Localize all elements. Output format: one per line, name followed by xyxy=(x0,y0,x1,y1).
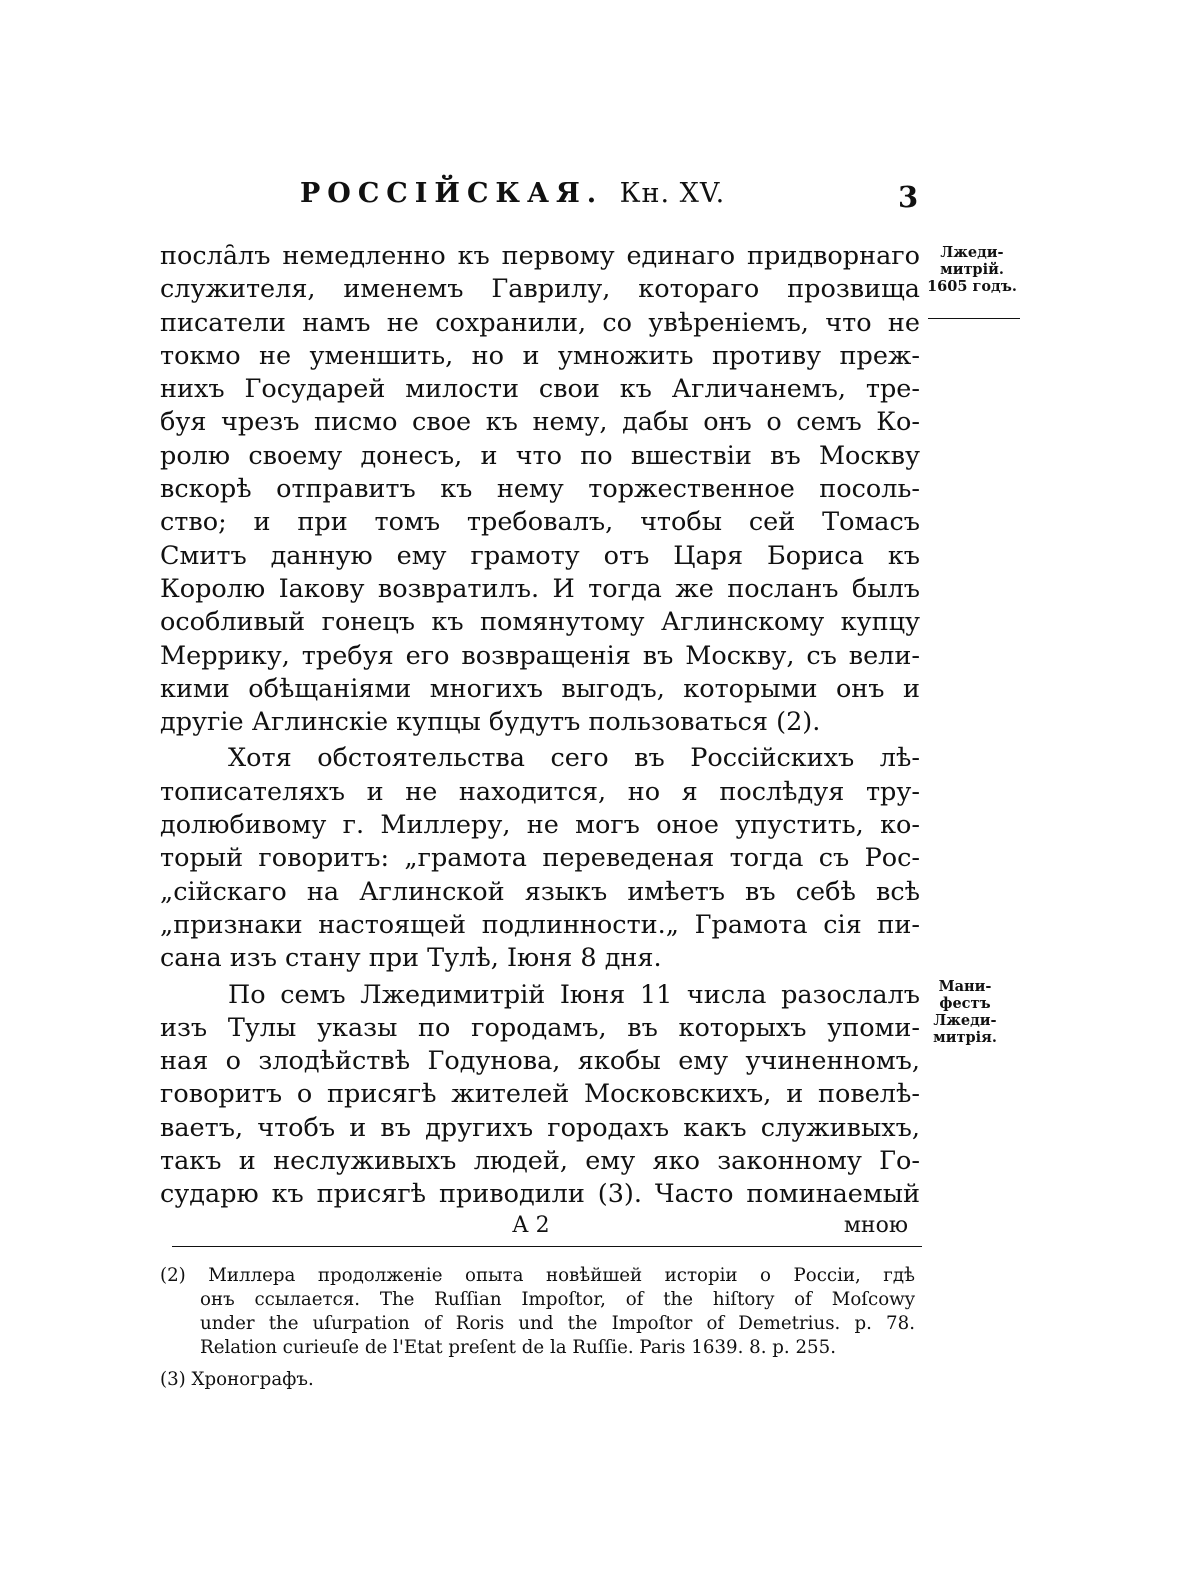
running-title xyxy=(300,178,780,209)
catchword: мною xyxy=(843,1213,908,1238)
footnote-gap xyxy=(160,1360,915,1368)
text-line: другіе Аглинскіе купцы будутъ пользоваться (2). xyxy=(160,707,821,738)
paragraph-2 xyxy=(160,742,920,975)
margin-note-line: 1605 годъ. xyxy=(927,278,1017,295)
footnote-line: under the uſurpation of Roris und the Impoſtor of Demetrius. p. 78. xyxy=(200,1313,915,1334)
footnotes xyxy=(160,1264,915,1392)
text-line: писатели намъ не сохранили, со увѣреніемъ, что не xyxy=(160,307,920,338)
text-line: ная о злодѣйствѣ Годунова, якобы ему учиненномъ, xyxy=(160,1046,920,1077)
volume-label: Кн. XV. xyxy=(619,178,726,209)
text-line: особливый гонецъ къ помянутому Аглинскому купцу xyxy=(160,607,920,638)
margin-note-line: митрій. xyxy=(940,261,1004,278)
paragraph-1 xyxy=(160,240,920,739)
text-line: буя чрезъ писмо свое къ нему, дабы онъ о семъ Ко- xyxy=(160,407,920,438)
text-line: „признаки настоящей подлинности.„ Грамота сія пи- xyxy=(160,909,920,940)
text-line: кими обѣщаніями многихъ выгодъ, которыми онъ и xyxy=(160,673,920,704)
footnote-line: Relation curieuſe de l'Etat preſent de la Ruſſie. Paris 1639. 8. p. 255. xyxy=(200,1337,836,1358)
margin-note-rule xyxy=(928,318,1020,319)
text-line: Королю Іакову возвратилъ. И тогда же посланъ былъ xyxy=(160,573,920,604)
margin-note-line: Мани- xyxy=(938,978,992,995)
text-line: сударю къ присягѣ приводили (3). Часто поминаемый xyxy=(160,1179,920,1210)
footnote-2 xyxy=(160,1264,915,1360)
margin-note-lzhedimitriy-1605 xyxy=(922,244,1022,295)
footnote-line: (2) Миллера продолженіе опыта новѣйшей исторіи о Россіи, гдѣ xyxy=(160,1265,915,1286)
text-line: служителя, именемъ Гаврилу, котораго прозвища xyxy=(160,274,920,305)
margin-note-line: фестъ xyxy=(939,995,991,1012)
signature-mark: А 2 xyxy=(512,1213,550,1238)
text-line: говоритъ о присягѣ жителей Московскихъ, и повелѣ- xyxy=(160,1079,920,1110)
text-line: такъ и неслуживыхъ людей, ему яко законному Го- xyxy=(160,1146,920,1177)
margin-note-line: митрія. xyxy=(933,1029,997,1046)
footnote-line: онъ ссылается. The Ruſſian Impoſtor, of the hiſtory of Moſcowy xyxy=(200,1289,915,1310)
footnote-line: (3) Хронографъ. xyxy=(160,1369,314,1390)
text-line: ство; и при томъ требовалъ, чтобы сей Томасъ xyxy=(160,507,920,538)
margin-note-manifest xyxy=(915,978,1015,1046)
text-line: нихъ Государей милости свои къ Агличанемъ, тре- xyxy=(160,374,920,405)
footnote-3 xyxy=(160,1368,915,1392)
text-line: тописателяхъ и не находится, но я послѣдуя тру- xyxy=(160,776,920,807)
margin-note-line: Лжеди- xyxy=(940,244,1004,261)
text-line: посла̑лъ немедленно къ первому единаго придворнаго xyxy=(160,241,920,271)
text-line: По семъ Лжедимитрій Іюня 11 числа разослалъ xyxy=(228,979,920,1010)
paragraph-3 xyxy=(160,979,920,1212)
text-line: токмо не уменшить, но и умножить противу преж- xyxy=(160,340,920,371)
text-line: ваетъ, чтобъ и въ другихъ городахъ какъ служивыхъ, xyxy=(160,1112,920,1143)
text-line: Меррику, требуя его возвращенія въ Москву, съ вели- xyxy=(160,640,920,671)
text-line: изъ Тулы указы по городамъ, въ которыхъ упоми- xyxy=(160,1012,920,1043)
text-line: долюбивому г. Миллеру, не могъ оное упустить, ко- xyxy=(160,810,920,841)
page-number: 3 xyxy=(898,180,919,214)
text-line: сана изъ стану при Тулѣ, Іюня 8 дня. xyxy=(160,943,662,974)
text-line: „сійскаго на Аглинской языкъ имѣетъ въ себѣ всѣ xyxy=(160,876,920,907)
margin-note-line: Лжеди- xyxy=(933,1012,997,1029)
running-title-text: РОССІЙСКАЯ. xyxy=(300,178,604,209)
text-line: Смитъ данную ему грамоту отъ Царя Бориса къ xyxy=(160,540,920,571)
text-line: вскорѣ отправитъ къ нему торжественное посоль- xyxy=(160,474,920,505)
footnote-rule xyxy=(172,1246,922,1247)
text-line: торый говоритъ: „грамота переведеная тогда съ Рос- xyxy=(160,843,920,874)
text-line: Хотя обстоятельства сего въ Россійскихъ лѣ- xyxy=(228,743,920,774)
catchline xyxy=(160,1213,920,1243)
text-line: ролю своему донесъ, и что по вшествіи въ Москву xyxy=(160,440,920,471)
body-text xyxy=(160,240,920,1212)
